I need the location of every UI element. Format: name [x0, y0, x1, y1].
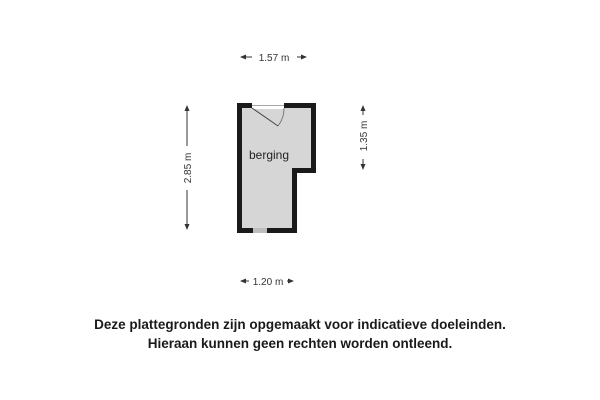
- bottom-width-dimension: [240, 274, 294, 288]
- room-label: berging: [249, 148, 290, 162]
- disclaimer-line-1: Deze plattegronden zijn opgemaakt voor indicatieve doeleinden.: [94, 317, 506, 332]
- bottom-width-label: 1.20 m: [252, 277, 284, 288]
- top-width-dimension: [240, 50, 307, 64]
- bottom-opening: [253, 228, 267, 233]
- top-width-label: 1.57 m: [258, 53, 290, 64]
- disclaimer-line-2: Hieraan kunnen geen rechten worden ontleend.: [147, 336, 453, 351]
- right-height-label: 1.35 m: [359, 120, 370, 152]
- disclaimer: [0, 315, 600, 353]
- left-height-label: 2.85 m: [183, 152, 194, 184]
- left-height-dimension: [180, 105, 194, 230]
- right-height-dimension: [356, 105, 370, 170]
